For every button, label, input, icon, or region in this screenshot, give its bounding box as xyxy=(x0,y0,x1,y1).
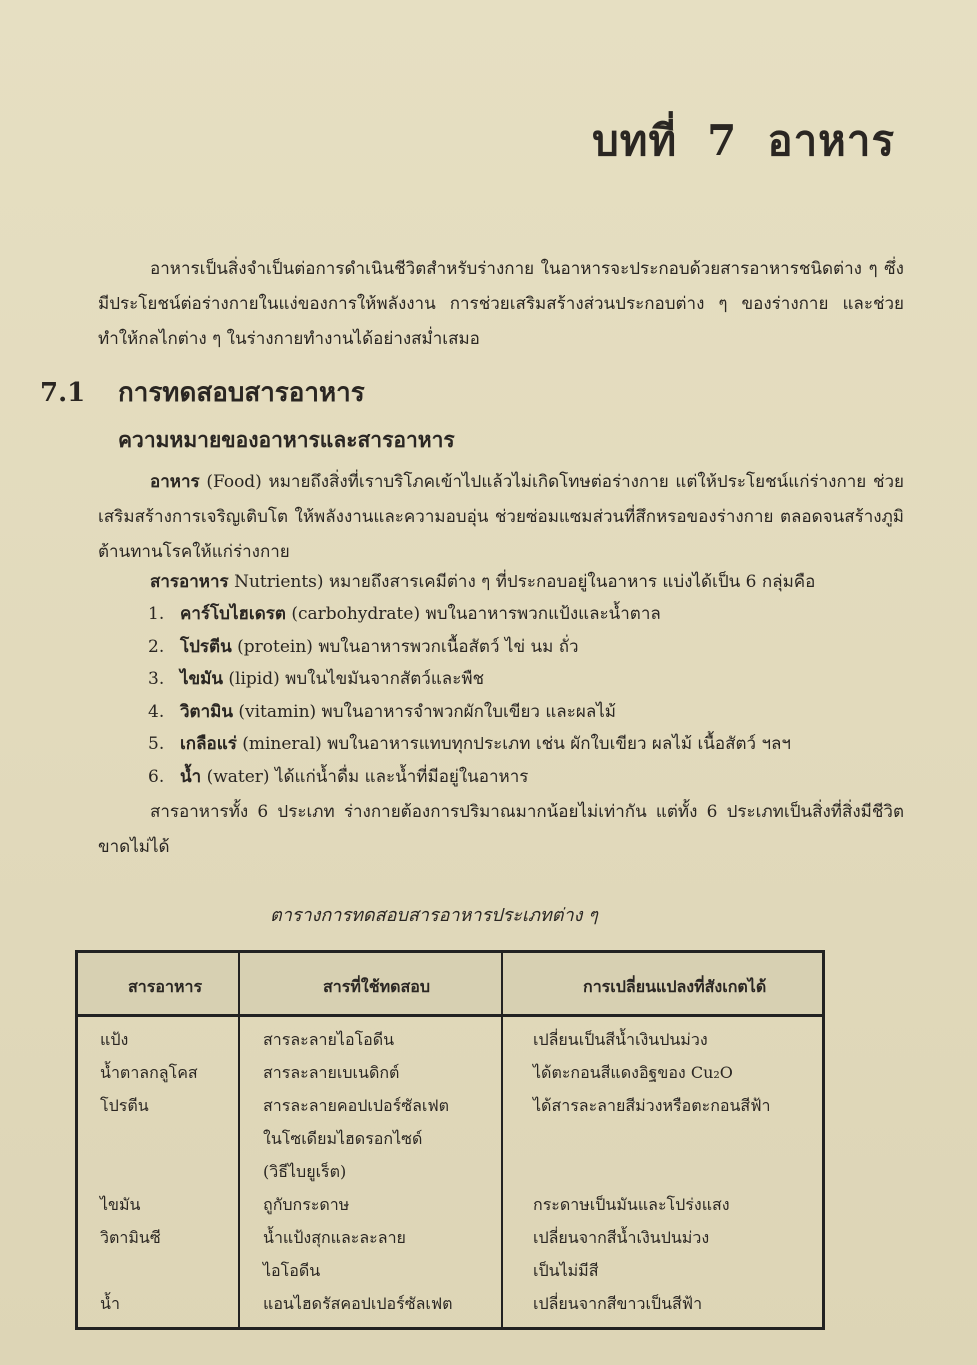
header-nutrient: สารอาหาร xyxy=(128,977,203,996)
food-def-text: (Food) หมายถึงสิ่งที่เราบริโภคเข้าไปแล้วไม่เกิดโทษต่อร่างกาย แต่ให้ประโยชน์แก่ร่างกาย ช่วยเสริมสร้างการเจริญเติบโต ให้พลังงานและความอบอุ่น ช่วยซ่อมแซมส่วนที่สึกหรอของร่างกาย ตลอดจนสร้างภูมิต้านทานโรคให้แก่ร่างกาย xyxy=(98,472,904,562)
table-cell: สารละลายคอปเปอร์ซัลเฟต xyxy=(263,1096,450,1115)
table-cell: ไอโอดีน xyxy=(263,1261,321,1280)
chapter-prefix: บทที่ xyxy=(592,116,678,165)
nutrient-list xyxy=(148,598,791,793)
closing-text: สารอาหารทั้ง 6 ประเภท ร่างกายต้องการปริมาณมากน้อยไม่เท่ากัน แต่ทั้ง 6 ประเภทเป็นสิ่งที่สิ่งมีชีวิตขาดไม่ได้ xyxy=(98,802,904,857)
table-cell: ในโซเดียมไฮดรอกไซด์ xyxy=(263,1129,423,1148)
table-cell xyxy=(533,1155,771,1188)
list-item: 5. เกลือแร่ (mineral) พบในอาหารแทบทุกประเภท เช่น ผักใบเขียว ผลไม้ เนื้อสัตว์ ฯลฯ xyxy=(148,734,791,754)
header-observation: การเปลี่ยนแปลงที่สังเกตได้ xyxy=(583,977,767,996)
table-cell: เป็นไม่มีสี xyxy=(533,1261,599,1280)
table-caption: ตารางการทดสอบสารอาหารประเภทต่าง ๆ xyxy=(270,905,598,926)
intro-text: อาหารเป็นสิ่งจำเป็นต่อการดำเนินชีวิตสำหรับร่างกาย ในอาหารจะประกอบด้วยสารอาหารชนิดต่าง ๆ ซึ่งมีประโยชน์ต่อร่างกายในแง่ของการให้พลังงาน การช่วยเสริมสร้างส่วนประกอบต่าง ๆ ของร่างกาย และช่วยทำให้กลไกต่าง ๆ ในร่างกายทำงานได้อย่างสม่ำเสมอ xyxy=(98,259,904,349)
intro-paragraph xyxy=(98,252,904,357)
list-item: 4. วิตามิน (vitamin) พบในอาหารจำพวกผักใบเขียว และผลไม้ xyxy=(148,701,616,722)
table-cell: เปลี่ยนเป็นสีน้ำเงินปนม่วง xyxy=(533,1030,708,1049)
column-divider xyxy=(238,953,240,1327)
nutrient-test-table xyxy=(75,950,825,1330)
table-cell: สารละลายไอโอดีน xyxy=(263,1030,395,1049)
table-cell xyxy=(533,1122,771,1155)
table-cell: สารละลายเบเนดิกต์ xyxy=(263,1063,400,1082)
table-cell: เปลี่ยนจากสีขาวเป็นสีฟ้า xyxy=(533,1294,703,1313)
closing-paragraph xyxy=(98,795,904,865)
section-number: 7.1 xyxy=(40,378,86,408)
table-cell: น้ำแป้งสุกและละลาย xyxy=(263,1228,406,1247)
table-cell xyxy=(100,1122,198,1155)
food-term: อาหาร xyxy=(150,472,200,492)
section-heading xyxy=(40,372,365,413)
chapter-title xyxy=(592,108,895,174)
section-title: การทดสอบสารอาหาร xyxy=(118,378,365,408)
reagent-column xyxy=(263,1023,453,1320)
nutrient-def-text: Nutrients) หมายถึงสารเคมีต่าง ๆ ที่ประกอบอยู่ในอาหาร แบ่งได้เป็น 6 กลุ่มคือ xyxy=(228,572,816,592)
table-cell: น้ำ xyxy=(100,1294,120,1313)
chapter-number: 7 xyxy=(707,116,738,165)
nutrient-definition xyxy=(98,565,904,600)
table-cell: ไขมัน xyxy=(100,1195,141,1214)
list-item: 3. ไขมัน (lipid) พบในไขมันจากสัตว์และพืช xyxy=(148,669,485,689)
table-cell: เปลี่ยนจากสีน้ำเงินปนม่วง xyxy=(533,1228,710,1247)
nutrient-column xyxy=(100,1023,198,1320)
table-cell: โปรตีน xyxy=(100,1096,149,1115)
table-cell: วิตามินซี xyxy=(100,1228,161,1247)
table-cell: ได้สารละลายสีม่วงหรือตะกอนสีฟ้า xyxy=(533,1096,771,1115)
list-item: 1. คาร์โบไฮเดรต (carbohydrate) พบในอาหารพวกแป้งและน้ำตาล xyxy=(148,604,661,624)
list-item: 2. โปรตีน (protein) พบในอาหารพวกเนื้อสัตว์ ไข่ นม ถั่ว xyxy=(148,636,579,657)
table-cell: กระดาษเป็นมันและโปร่งแสง xyxy=(533,1195,730,1214)
chapter-name: อาหาร xyxy=(767,116,895,165)
list-item: 6. น้ำ (water) ได้แก่น้ำดื่ม และน้ำที่มีอยู่ในอาหาร xyxy=(148,766,529,787)
table-cell: แอนไฮดรัสคอปเปอร์ซัลเฟต xyxy=(263,1294,453,1313)
header-reagent: สารที่ใช้ทดสอบ xyxy=(323,977,431,996)
nutrient-term: สารอาหาร xyxy=(150,572,229,592)
table-cell: ได้ตะกอนสีแดงอิฐของ Cu₂O xyxy=(533,1063,733,1082)
observation-column xyxy=(533,1023,771,1320)
table-cell xyxy=(100,1254,198,1287)
table-cell: น้ำตาลกลูโคส xyxy=(100,1063,198,1082)
table-cell: ถูกับกระดาษ xyxy=(263,1195,350,1214)
food-definition xyxy=(98,465,904,570)
table-cell: (วิธีไบยูเร็ต) xyxy=(263,1162,347,1181)
subsection-heading: ความหมายของอาหารและสารอาหาร xyxy=(118,427,455,452)
table-cell xyxy=(100,1155,198,1188)
table-cell: แป้ง xyxy=(100,1030,129,1049)
column-divider xyxy=(501,953,503,1327)
